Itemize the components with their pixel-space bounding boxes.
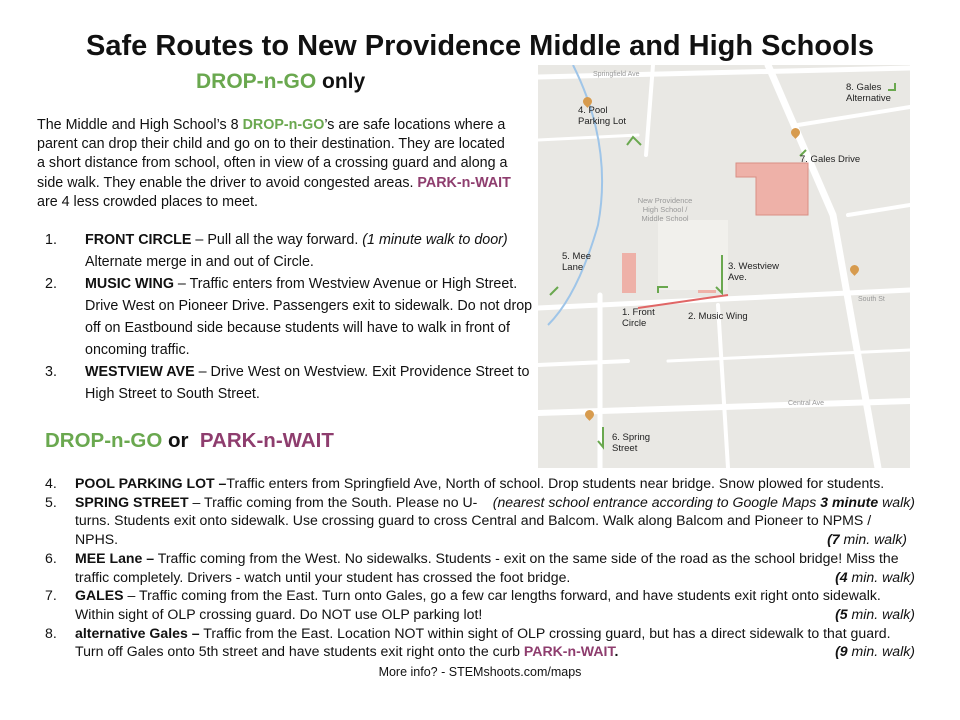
- item-name: MUSIC WING: [85, 276, 174, 292]
- item-name: alternative Gales –: [75, 624, 200, 641]
- item-number: 8.: [45, 624, 57, 641]
- item-walk-time: [835, 642, 915, 661]
- walk-suffix: min. walk): [839, 531, 907, 548]
- map-label-spring: 6. Spring Street: [612, 432, 651, 454]
- subtitle-dropngo: DROP-n-GO: [196, 70, 317, 93]
- both-list: [45, 474, 915, 661]
- item-walk-time: (1 minute walk to door): [362, 232, 508, 248]
- section-or: or: [168, 429, 189, 452]
- item-number: 5.: [45, 493, 57, 510]
- item-text: – Drive West on Westview. Exit Providence Street to High Street to South Street.: [85, 364, 530, 402]
- school-building: [736, 163, 808, 215]
- section-parknwait: PARK-n-WAIT: [199, 429, 334, 452]
- section-heading: [45, 429, 334, 453]
- item-text: – Pull all the way forward.: [191, 232, 363, 248]
- dropngo-list: [45, 229, 535, 405]
- item-name: POOL PARKING LOT –: [75, 475, 227, 491]
- map-label-gales-drive: 7. Gales Drive: [800, 154, 861, 165]
- item-number: 3.: [45, 364, 57, 380]
- page-title: Safe Routes to New Providence Middle and High Schools: [86, 30, 874, 62]
- map-label-gales-alt: 8. Gales Alternative: [846, 82, 891, 104]
- item-number: 2.: [45, 276, 57, 292]
- intro-paragraph: [37, 116, 512, 212]
- walk-minutes: (5: [835, 605, 848, 622]
- section-dropngo: DROP-n-GO: [45, 429, 163, 452]
- central-label: Central Ave: [788, 400, 825, 407]
- item-number: 1.: [45, 232, 57, 248]
- item-walk-time: [827, 530, 907, 549]
- walk-minutes: (7: [827, 531, 840, 548]
- item-name: FRONT CIRCLE: [85, 232, 192, 248]
- list-item: [45, 586, 915, 623]
- map-label-music: 2. Music Wing: [688, 311, 748, 322]
- map-label-westview: 3. Westview Ave.: [728, 261, 780, 283]
- map-label-pool: 4. Pool Parking Lot: [578, 105, 627, 127]
- item-number: 6.: [45, 549, 57, 566]
- footer-info: More info? - STEMshoots.com/maps: [378, 665, 582, 679]
- map-label-front: 1. Front Circle: [622, 307, 655, 329]
- item-dot: .: [614, 643, 619, 660]
- walk-suffix: walk): [878, 493, 915, 510]
- walk-minutes: 3 minute: [820, 493, 879, 510]
- item-walk-time: [835, 605, 915, 624]
- list-item: [45, 624, 915, 661]
- item-number: 4.: [45, 475, 57, 491]
- item-number: 7.: [45, 587, 57, 604]
- item-text: – Traffic coming from the East. Turn onto Gales, go a few car lengths forward, and have students exit right onto sidewalk. Within sight of OLP crossing guard. Do NOT use OLP parking lot!: [75, 587, 881, 622]
- list-item: [45, 273, 535, 361]
- map-label-mee: 5. Mee Lane: [562, 251, 592, 273]
- south-road: [538, 290, 910, 308]
- item-name: MEE Lane –: [75, 549, 155, 566]
- list-item: [45, 229, 535, 273]
- school-label: New Providence High School / Middle School: [637, 196, 693, 223]
- item-name: SPRING STREET: [75, 493, 189, 510]
- route-map: [538, 65, 910, 468]
- walk-suffix: min. walk): [847, 568, 915, 585]
- walk-suffix: min. walk): [847, 605, 915, 622]
- walk-minutes: (9: [835, 643, 848, 660]
- item-text: – Traffic enters from Westview Avenue or High Street. Drive West on Pioneer Drive. Passengers exit to sidewalk. Do not drop off on Eastbound side because students will have to walk in front of oncoming traffic.: [85, 276, 533, 358]
- item-name: WESTVIEW AVE: [85, 364, 195, 380]
- intro-parknwait: PARK-n-WAIT: [417, 174, 511, 191]
- walk-note: (nearest school entrance according to Google Maps: [492, 493, 821, 510]
- walk-minutes: (4: [835, 568, 848, 585]
- list-item: [45, 493, 915, 549]
- item-text: Traffic from the East. Location NOT within sight of OLP crossing guard, but has a direct sidewalk to that guard. Turn off Gales onto 5th street and have students exit right onto the curb: [75, 624, 891, 660]
- list-item: [45, 549, 915, 586]
- intro-text-1: The Middle and High School’s 8: [37, 117, 243, 133]
- item-text-2: Alternate merge in and out of Circle.: [85, 254, 314, 270]
- item-parknwait: PARK-n-WAIT: [523, 643, 615, 660]
- intro-dropngo: DROP-n-GO: [242, 117, 325, 133]
- springfield-label: Springfield Ave: [593, 71, 640, 78]
- item-name: GALES: [75, 587, 124, 604]
- walk-suffix: min. walk): [847, 643, 915, 660]
- intro-text-2: ’s are safe locations where a parent can drop their child and go on to their destination. They are located a short distance from school, often in view of a crossing guard and along a side walk. They enable the driver to avoid congested areas.: [37, 117, 508, 191]
- south-label: South St: [858, 296, 885, 303]
- subtitle: [196, 70, 365, 94]
- subtitle-only: only: [322, 70, 366, 93]
- item-text: – Traffic coming from the South. Please no U-turns. Students exit onto sidewalk. Use crossing guard to cross Central and Balcom. Walk along Balcom and Pioneer to NPMS / NPHS.: [75, 493, 872, 548]
- item-text: Traffic enters from Springfield Ave, North of school. Drop students near bridge. Snow plowed for students.: [226, 475, 885, 491]
- item-walk-time: [835, 568, 915, 587]
- list-item: [45, 361, 535, 405]
- intro-text-3: are 4 less crowded places to meet.: [37, 193, 258, 210]
- item-text: Traffic coming from the West. No sidewalks. Students - exit on the same side of the road as the school bridge! Miss the traffic completely. Drivers - watch until your student has crossed the foot bridge.: [75, 549, 899, 585]
